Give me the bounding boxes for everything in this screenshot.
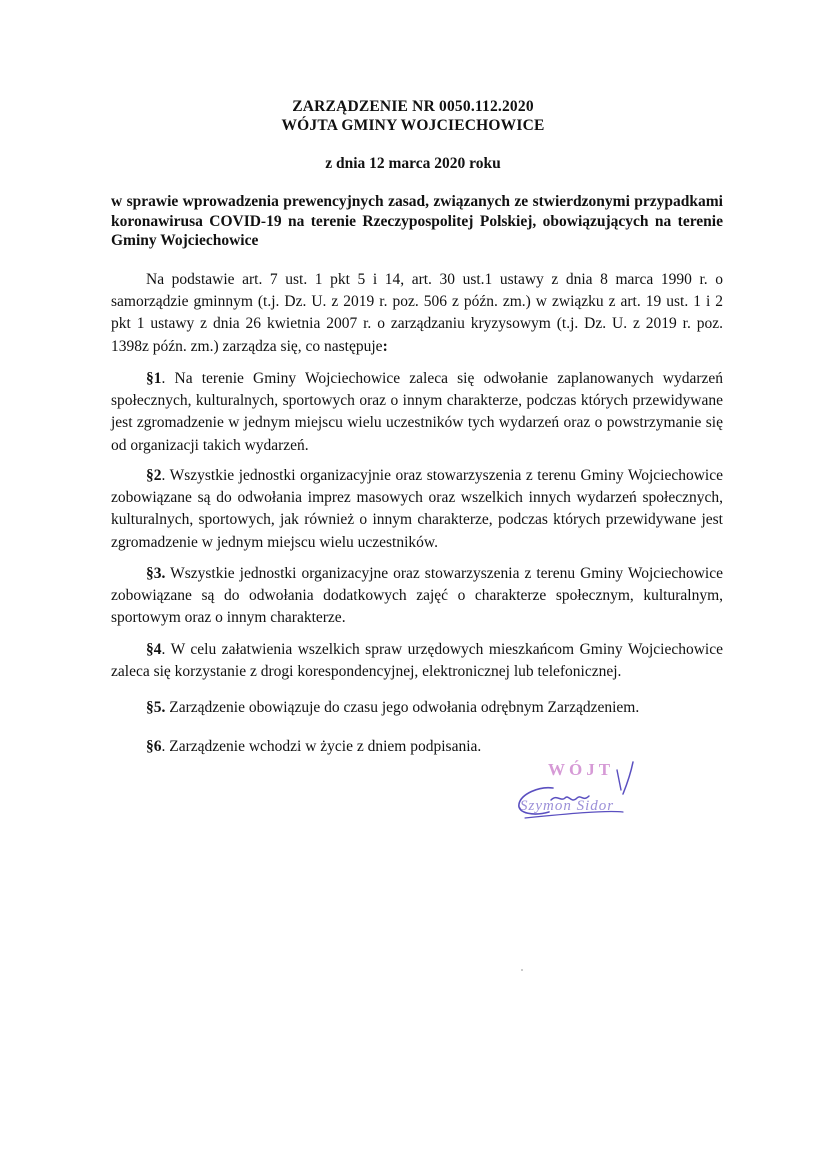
section-2-text: Wszystkie jednostki organizacyjnie oraz stowarzyszenia z terenu Gminy Wojciechowice zobowiązane są do odwołania imprez masowych oraz wszelkich innych wydarzeń społecznych, kulturalnych, sportowych, jak również o innym charakterze, podczas których przewidywane jest zgromadzenie w jednym miejscu wielu uczestników. — [111, 467, 723, 551]
section-2 — [111, 465, 723, 554]
scan-speck — [521, 969, 523, 971]
document-date: z dnia 12 marca 2020 roku — [325, 155, 501, 172]
section-5-mark: §5. — [146, 699, 166, 716]
document-subject: w sprawie wprowadzenia prewencyjnych zasad, związanych ze stwierdzonymi przypadkami koronawirusa COVID-19 na terenie Rzeczypospolitej Polskiej, obowiązujących na terenie Gminy Wojciechowice — [111, 193, 723, 249]
section-1 — [111, 368, 723, 457]
document-issuer: WÓJTA GMINY WOJCIECHOWICE — [281, 117, 545, 134]
section-3-text: Wszystkie jednostki organizacyjne oraz stowarzyszenia z terenu Gminy Wojciechowice zobowiązane są do odwołania dodatkowych zajęć o charakterze społecznym, kulturalnym, sportowym oraz o innym charakterze. — [111, 565, 723, 627]
legal-basis — [111, 269, 723, 358]
section-2-mark: §2 — [146, 467, 162, 484]
legal-basis-colon: : — [382, 337, 388, 355]
section-6-mark: §6 — [146, 738, 162, 755]
section-3-mark: §3. — [146, 565, 166, 582]
document-title: ZARZĄDZENIE NR 0050.112.2020 — [292, 98, 534, 115]
section-2-dot: . — [161, 467, 166, 484]
section-6 — [111, 736, 723, 758]
legal-basis-text: Na podstawie art. 7 ust. 1 pkt 5 i 14, art. 30 ust.1 ustawy z dnia 8 marca 1990 r. o samorządzie gminnym (t.j. Dz. U. z 2019 r. poz. 506 z późn. zm.) w związku z art. 19 ust. 1 i 2 pkt 1 ustawy z dnia 26 kwietnia 2007 r. o zarządzaniu kryzysowym (t.j. Dz. U. z 2019 r. poz. 1398z późn. zm.) zarządza się, co następuje — [111, 271, 723, 355]
section-6-text: Zarządzenie wchodzi w życie z dniem podpisania. — [165, 738, 482, 755]
section-4-mark: §4 — [146, 641, 162, 658]
section-5 — [111, 697, 723, 719]
section-1-text: Na terenie Gminy Wojciechowice zaleca się odwołanie zaplanowanych wydarzeń społecznych, kulturalnych, sportowych oraz o innym charakterze, podczas których przewidywane jest zgromadzenie w jednym miejscu wielu uczestników tych wydarzeń oraz o powstrzymanie się od organizacji takich wydarzeń. — [111, 370, 723, 454]
section-6-dot: . — [161, 738, 166, 755]
section-1-mark: §1 — [146, 370, 162, 387]
handwritten-signature — [505, 760, 675, 830]
official-stamp — [505, 760, 675, 830]
section-4-text: W celu załatwienia wszelkich spraw urzędowych mieszkańcom Gminy Wojciechowice zaleca się korzystanie z drogi korespondencyjnej, elektronicznej lub telefonicznej. — [111, 641, 723, 681]
section-1-dot: . — [161, 370, 166, 387]
section-4-dot: . — [161, 641, 166, 658]
section-4 — [111, 639, 723, 683]
stamp-title: WÓJT — [548, 760, 615, 779]
section-3 — [111, 563, 723, 630]
section-5-text: Zarządzenie obowiązuje do czasu jego odwołania odrębnym Zarządzeniem. — [165, 699, 640, 716]
stamp-name: Szymon Sidor — [520, 798, 615, 814]
